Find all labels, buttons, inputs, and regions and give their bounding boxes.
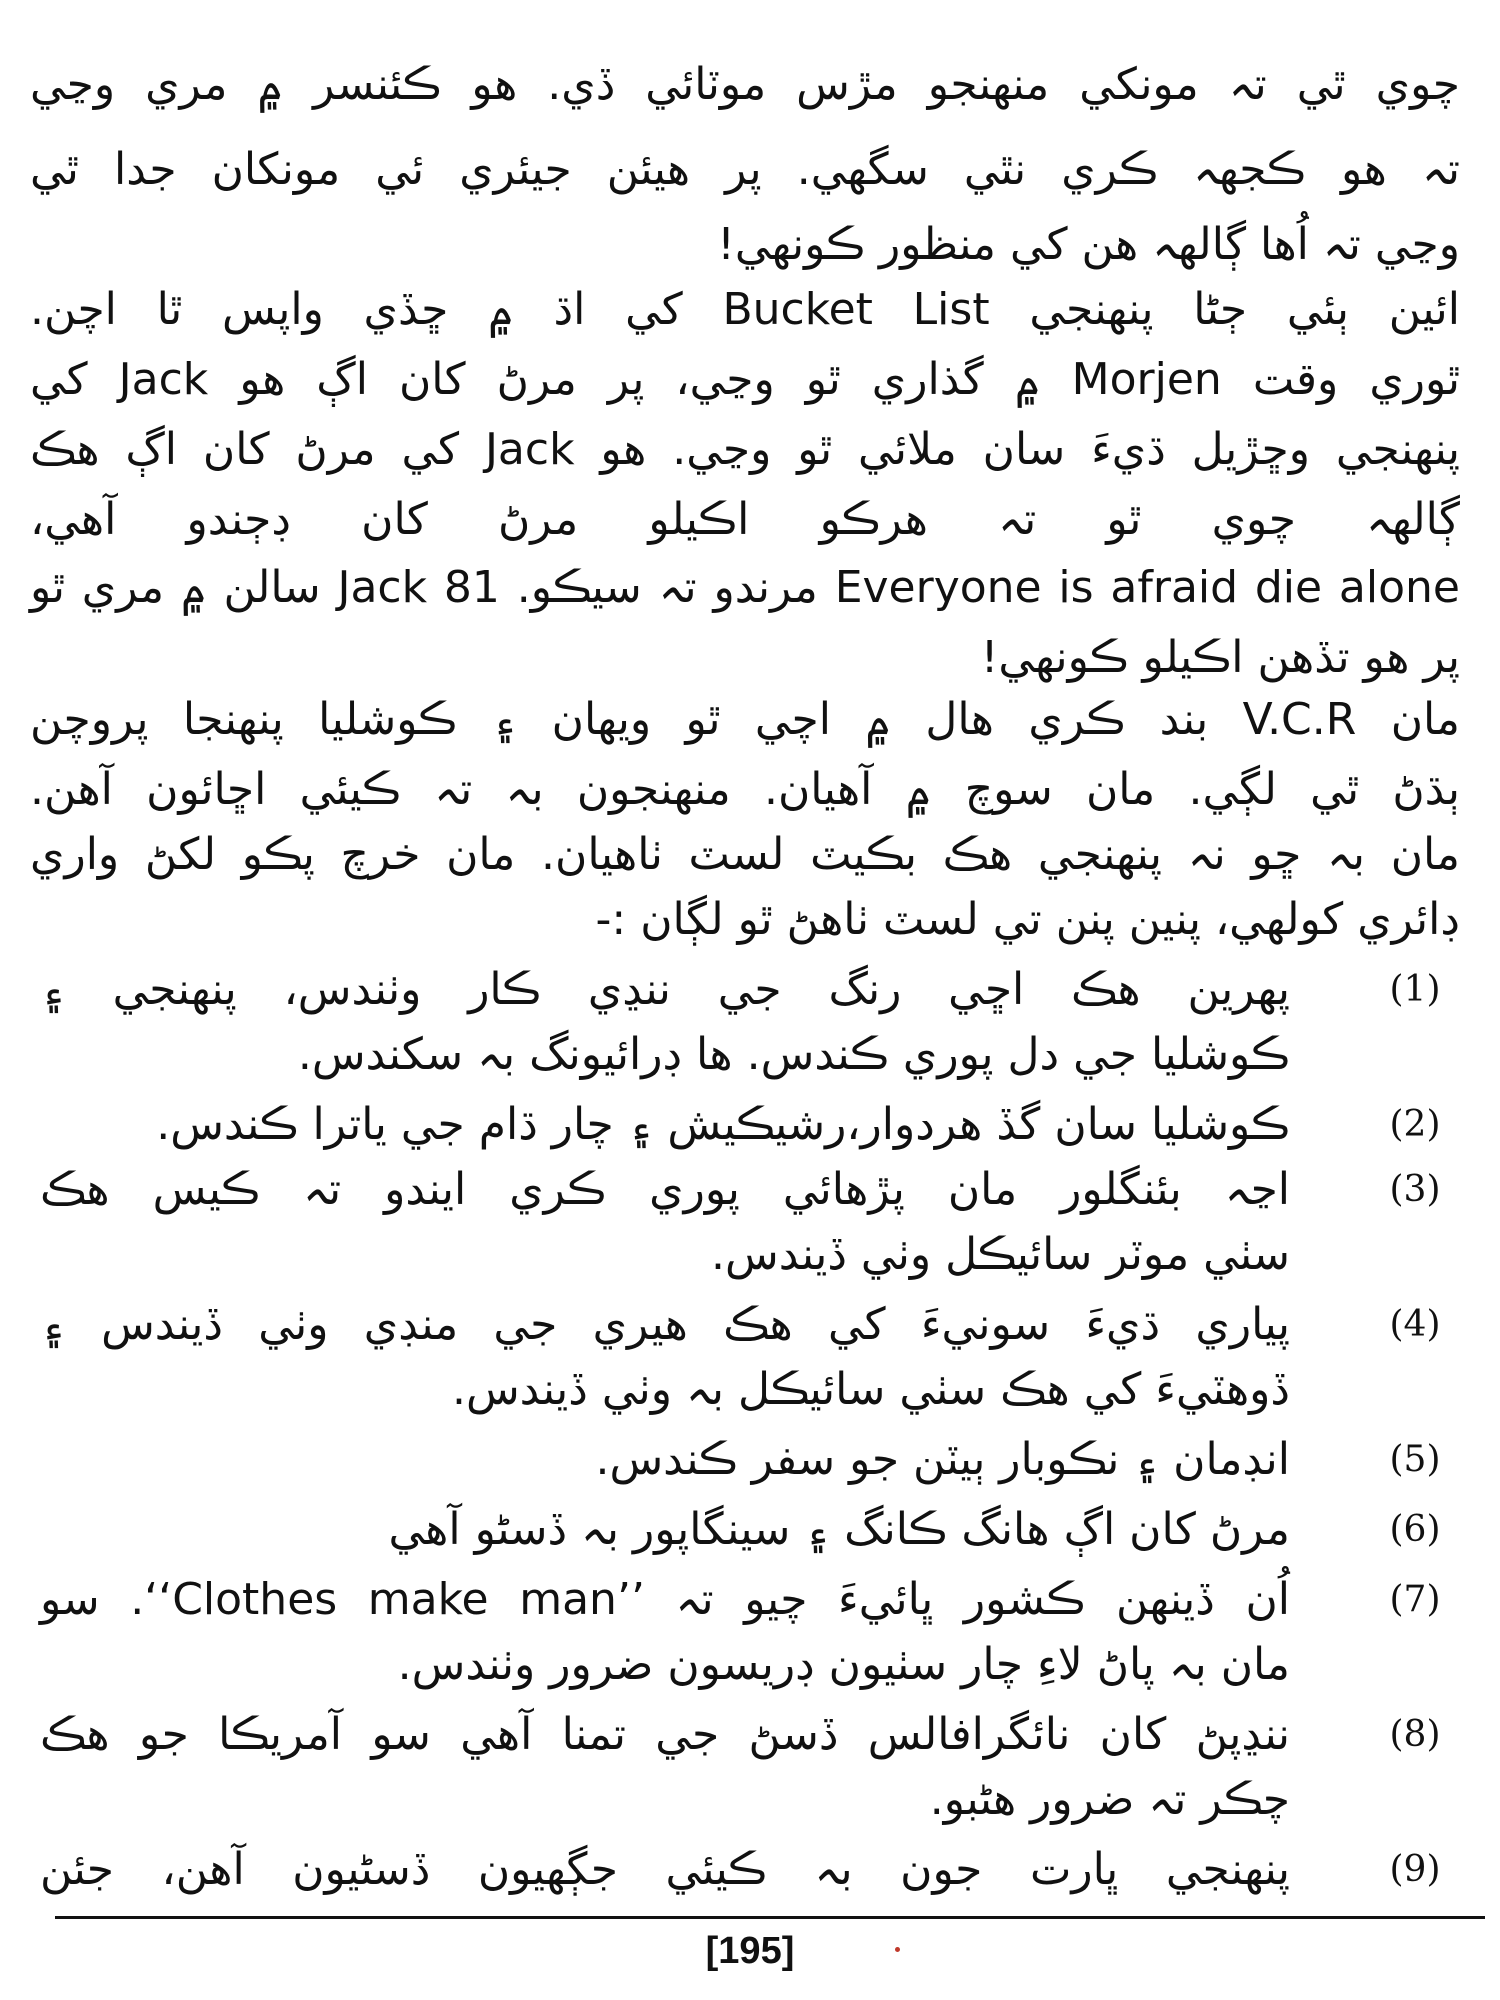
item-number: (9) xyxy=(1389,1849,1441,1890)
item-number: (3) xyxy=(1389,1169,1441,1210)
text-line: Everyone is afraid die alone مرندو تہ سيڪو. Jack 81 سالن ۾ مري ٿو xyxy=(30,562,1460,613)
scan-speck xyxy=(895,1947,900,1952)
item-text-line: پنهنجي ڀارت جون بہ ڪيئي جڳهيون ڏسڻيون آهن، جئن xyxy=(40,1844,1290,1895)
footer-divider xyxy=(55,1916,1485,1919)
item-text-line: اڃہ بئنگلور مان پڙهائي پوري ڪري ايندو تہ ڪيس هڪ xyxy=(40,1164,1290,1215)
text-line: مان V.C.R بند ڪري هال ۾ اچي ٿو ويهان ۽ ڪوشليا پنهنجا پروچن xyxy=(30,694,1460,745)
text-line: وڃي تہ اُها ڳالهہ هن کي منظور ڪونهي! xyxy=(717,219,1460,270)
text-line: ٻڌڻ ٿي لڳي. مان سوچ ۾ آهيان. منهنجون بہ تہ ڪيئي اڇائون آهن. xyxy=(30,764,1460,815)
item-text-line: مرڻ کان اڳ هانگ ڪانگ ۽ سينگاپور بہ ڏسڻو آهي xyxy=(388,1504,1290,1555)
item-number: (4) xyxy=(1389,1304,1441,1345)
item-text-line: مان بہ پاڻ لاءِ چار سٺيون ڊريسون ضرور وٺندس. xyxy=(397,1639,1290,1690)
item-text-line: ڪوشليا سان گڏ هردوار،رشيڪيش ۽ چار ڌام جي ياترا ڪندس. xyxy=(156,1099,1290,1150)
item-text-line: اُن ڏينهن ڪشور ڀائيءَ چيو تہ ’’Clothes make man‘‘. سو xyxy=(40,1574,1291,1625)
page-number: [195] xyxy=(705,1930,795,1972)
text-line: مان بہ ڇو نہ پنهنجي هڪ بڪيٽ لسٽ ٺاهيان. مان خرچ پڪو لکڻ واري xyxy=(30,829,1460,880)
item-number: (5) xyxy=(1389,1439,1441,1480)
item-number: (1) xyxy=(1389,969,1441,1010)
item-text-line: سٺي موٽر سائيڪل وٺي ڏيندس. xyxy=(711,1229,1290,1280)
item-text-line: چڪر تہ ضرور هڻبو. xyxy=(929,1774,1290,1825)
text-line: چوي ٿي تہ مونکي منهنجو مڙس موٽائي ڏي. هو ڪئنسر ۾ مري وڃي xyxy=(30,59,1460,110)
text-line: ائين ٻئي ڄڻا پنهنجي Bucket List کي اڌ ۾ ڇڏي واپس ٿا اچن. xyxy=(30,284,1460,335)
item-number: (6) xyxy=(1389,1509,1441,1550)
item-text-line: پهرين هڪ اڇي رنگ جي ننڍي ڪار وٺندس، پنهنجي ۽ xyxy=(40,964,1290,1015)
item-text-line: ڪوشليا جي دل پوري ڪندس. ها ڊرائيونگ بہ سکندس. xyxy=(297,1029,1290,1080)
text-line: پنهنجي وڇڙيل ڌيءَ سان ملائي ٿو وڃي. هو Jack کي مرڻ کان اڳ هڪ xyxy=(30,424,1460,475)
item-text-line: ڏوهٽيءَ کي هڪ سٺي سائيڪل بہ وٺي ڏيندس. xyxy=(451,1364,1290,1415)
text-line: ٿوري وقت Morjen ۾ گذاري ٿو وڃي، پر مرڻ کان اڳ هو Jack کي xyxy=(30,354,1461,405)
item-text-line: پياري ڌيءَ سونيءَ کي هڪ هيري جي منڊي وٺي ڏيندس ۽ xyxy=(40,1299,1290,1350)
item-text-line: انڊمان ۽ نڪوبار ٻيٽن جو سفر ڪندس. xyxy=(595,1434,1290,1485)
text-line: ڊائري کولهي، پنين پنن تي لسٽ ٺاهڻ ٿو لڳان :- xyxy=(595,894,1460,945)
text-line: ڳالهہ چوي ٿو تہ هرڪو اڪيلو مرڻ کان ڊڄندو آهي، xyxy=(30,494,1460,545)
item-number: (8) xyxy=(1389,1714,1441,1755)
text-line: تہ هو ڪجهہ ڪري نٿي سگهي. پر هيئن جيئري ئي مونکان جدا ٿي xyxy=(30,144,1460,195)
text-line: پر هو تڏهن اڪيلو ڪونهي! xyxy=(980,632,1460,683)
item-number: (7) xyxy=(1389,1579,1441,1620)
item-number: (2) xyxy=(1389,1104,1441,1145)
item-text-line: ننڍپڻ کان نائگرافالس ڏسڻ جي تمنا آهي سو آمريڪا جو هڪ xyxy=(40,1709,1290,1760)
